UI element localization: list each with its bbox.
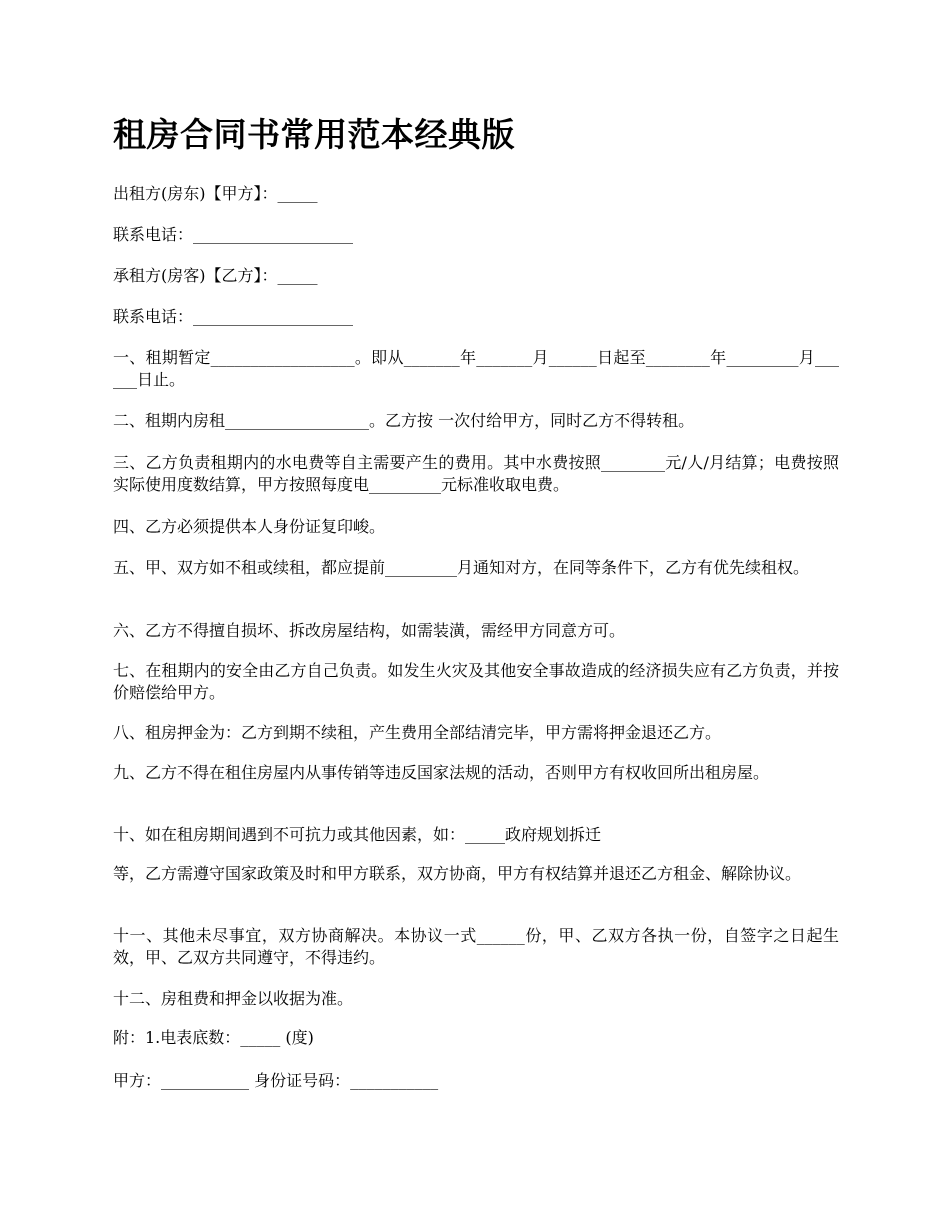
landlord-phone-line: 联系电话：____________________ <box>113 225 354 244</box>
clause-9-illegal-activity: 九、乙方不得在租住房屋内从事传销等违反国家法规的活动，否则甲方有权收回所出租房屋。 <box>113 763 770 782</box>
clause-3-utilities: 三、乙方负责租期内的水电费等自主需要产生的费用。其中水费按照________元/人/月结算；电费按照实际使用度数结算，甲方按照每度电_________元标准收取电费。 <box>113 453 839 494</box>
tenant-line: 承租方(房客)【乙方】：_____ <box>113 266 318 285</box>
clause-4-id-copy: 四、乙方必须提供本人身份证复印峻。 <box>113 517 386 536</box>
clause-1-lease-term: 一、租期暂定__________________。即从_______年_______月______日起至________年_________月______日止。 <box>113 348 839 389</box>
clause-10-continued: 等，乙方需遵守国家政策及时和甲方联系，双方协商，甲方有权结算并退还乙方租金、解除协议。 <box>113 864 802 883</box>
clause-12-receipts: 十二、房租费和押金以收据为准。 <box>113 989 354 1008</box>
attachment-meter-reading: 附：1.电表底数：_____ (度) <box>113 1028 314 1047</box>
clause-10-force-majeure: 十、如在租房期间遇到不可抗力或其他因素，如：_____政府规划拆迁 <box>113 825 602 844</box>
landlord-line: 出租方(房东)【甲方】：_____ <box>113 184 318 203</box>
clause-6-structure: 六、乙方不得擅自损坏、拆改房屋结构，如需装潢，需经甲方同意方可。 <box>113 621 626 640</box>
clause-11-other-matters: 十一、其他未尽事宜，双方协商解决。本协议一式______份，甲、乙双方各执一份，自签字之日起生效，甲、乙双方共同遵守，不得违约。 <box>113 926 839 967</box>
clause-8-deposit: 八、租房押金为：乙方到期不续租，产生费用全部结清完毕，甲方需将押金退还乙方。 <box>113 723 722 742</box>
tenant-phone-line: 联系电话：____________________ <box>113 307 354 326</box>
clause-5-renewal: 五、甲、双方如不租或续租，都应提前_________月通知对方，在同等条件下，乙方有优先续租权。 <box>113 558 810 577</box>
clause-7-safety: 七、在租期内的安全由乙方自己负责。如发生火灾及其他安全事故造成的经济损失应有乙方负责，并按价赔偿给甲方。 <box>113 661 839 702</box>
signature-line: 甲方：___________ 身份证号码：___________ <box>113 1071 439 1090</box>
page-title: 租房合同书常用范本经典版 <box>113 115 515 154</box>
clause-2-rent: 二、租期内房租__________________。乙方按 一次付给甲方，同时乙方不得转租。 <box>113 411 695 430</box>
